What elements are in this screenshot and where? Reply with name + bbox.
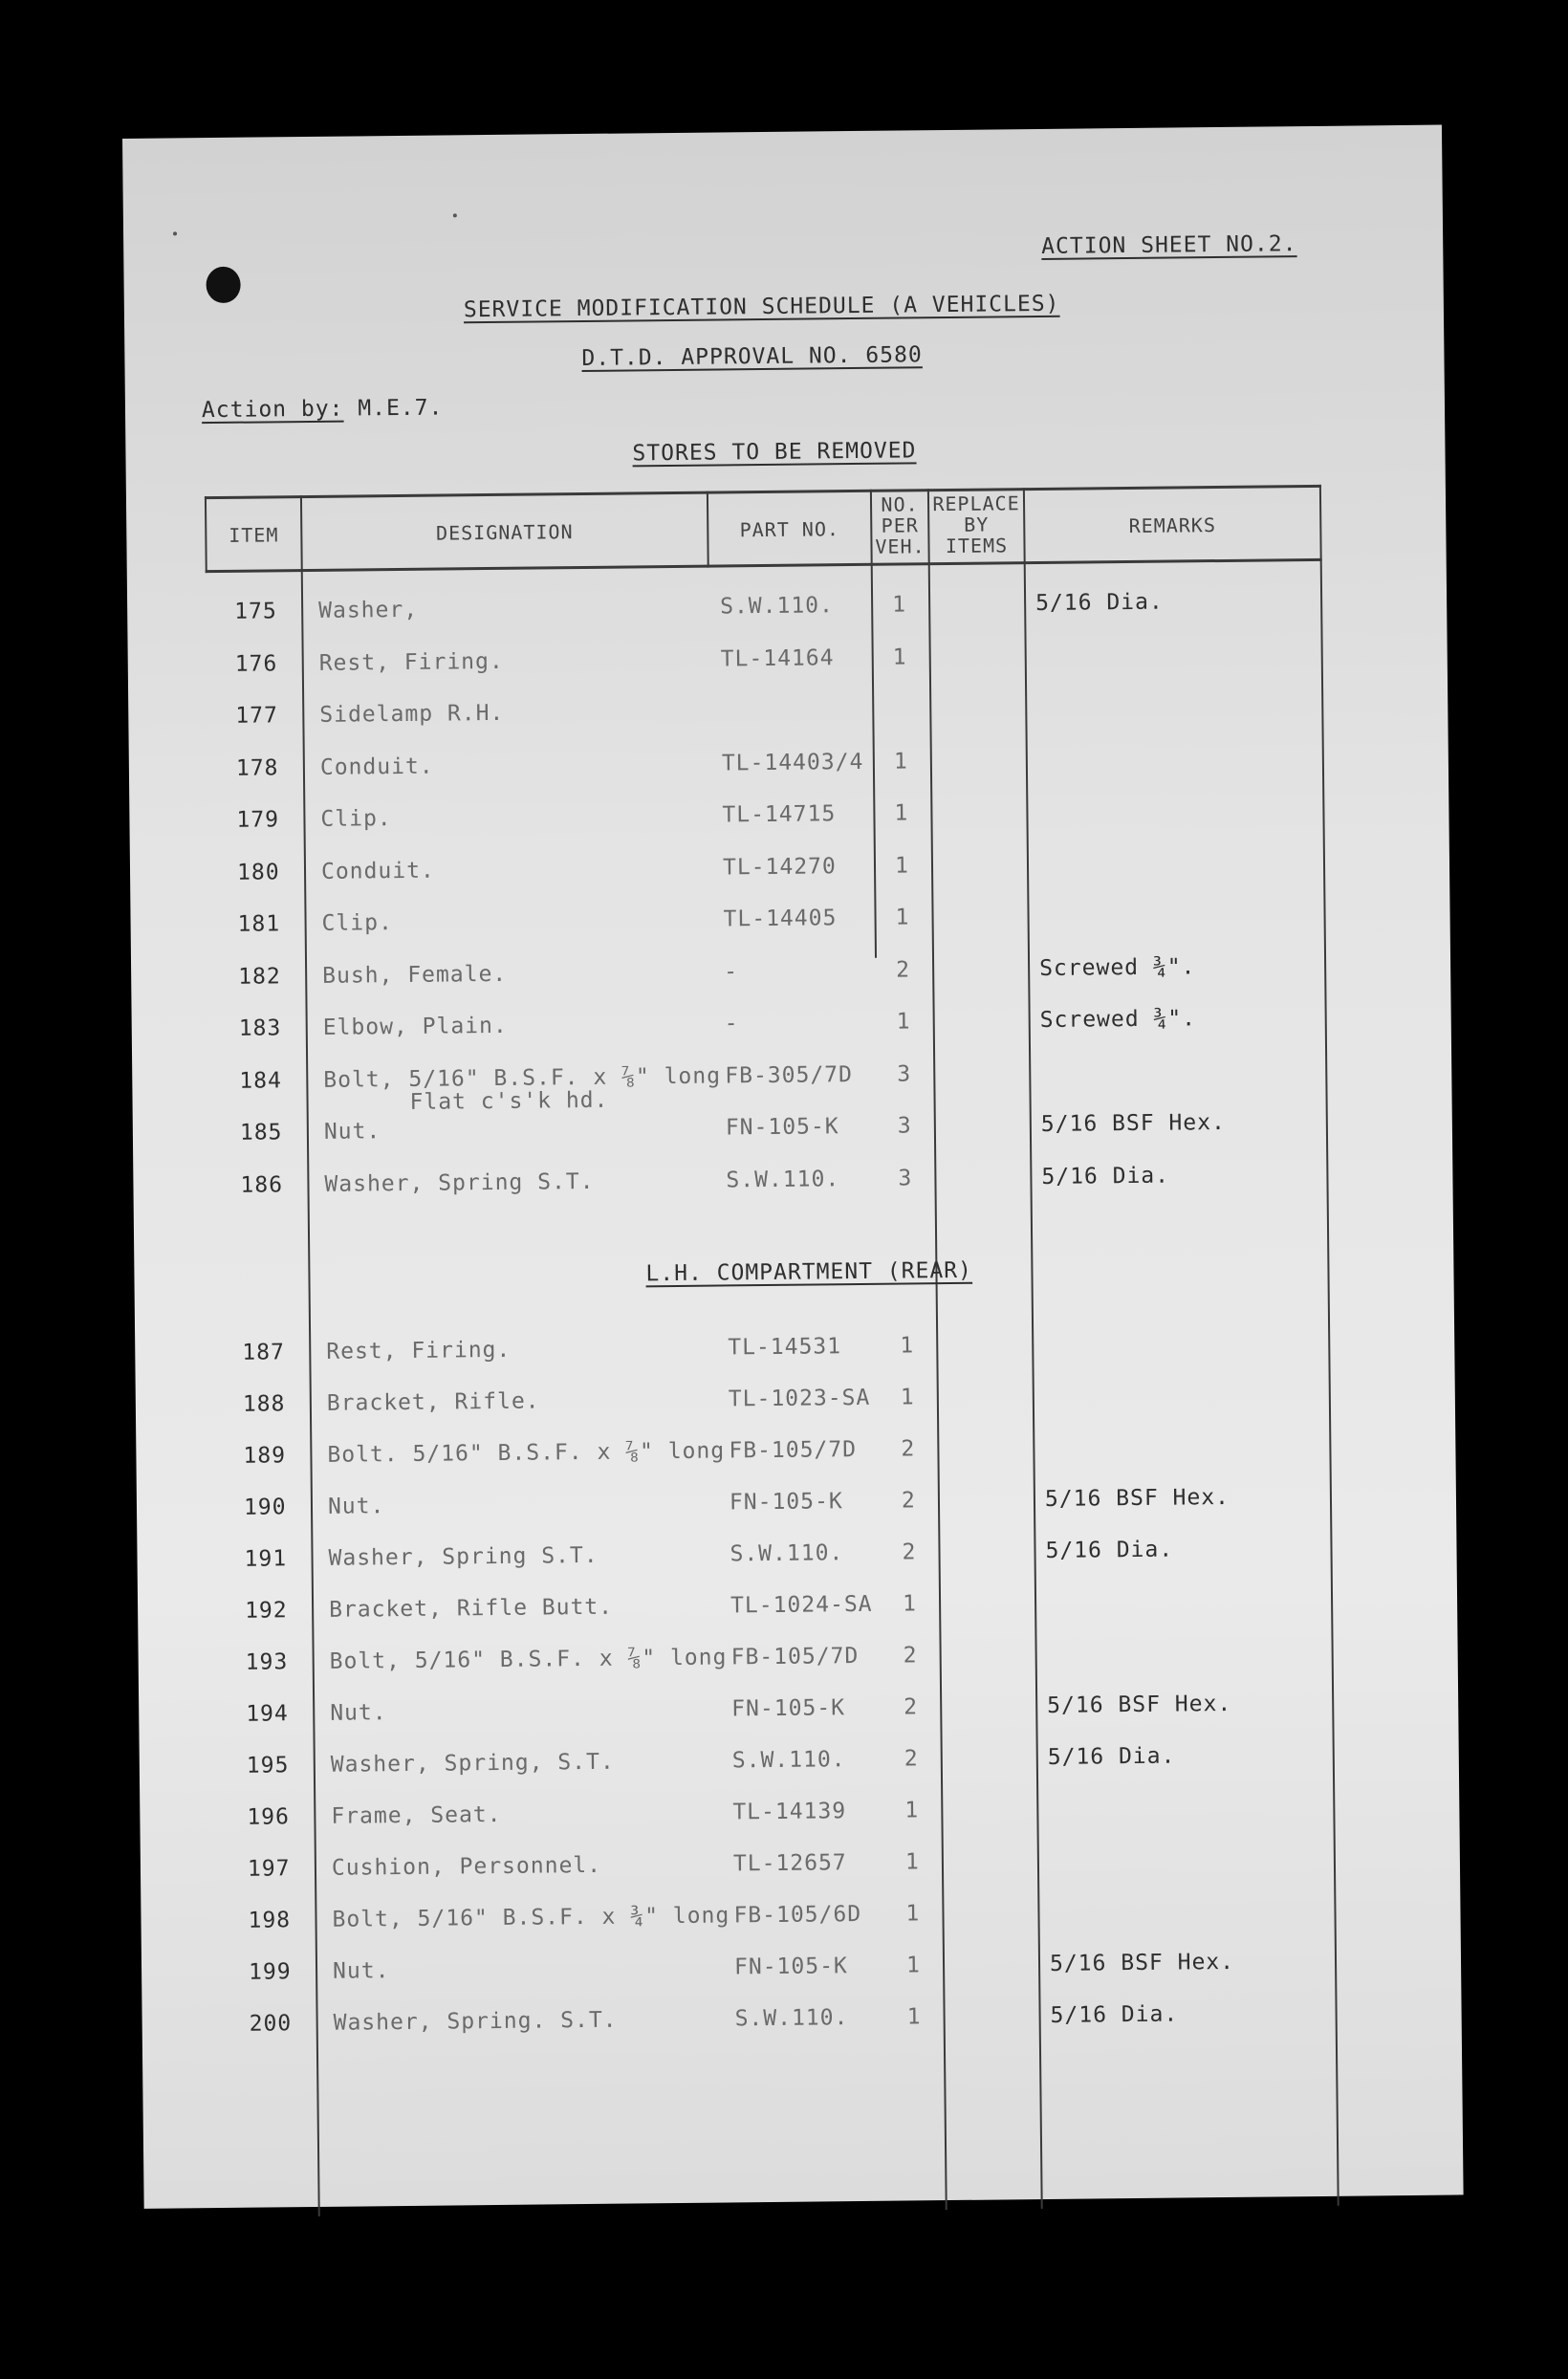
- table-header-border: [206, 558, 1322, 573]
- col-header-by-line: BY: [964, 513, 990, 536]
- row-quantity: 1: [894, 800, 909, 826]
- row-item-number: 190: [243, 1495, 287, 1520]
- col-header-per-line: PER: [881, 513, 919, 537]
- row-designation: Sidelamp R.H.: [319, 700, 505, 728]
- table-row: [138, 1585, 1457, 1637]
- row-item-number: 194: [246, 1701, 289, 1727]
- row-part-number: FB-105/7D: [729, 1437, 858, 1464]
- row-item-number: 196: [247, 1804, 291, 1830]
- table-row: [137, 1534, 1456, 1585]
- row-quantity: 1: [900, 1385, 915, 1410]
- row-remarks: Screwed ¾".: [1039, 1006, 1197, 1033]
- table-row: [139, 1637, 1458, 1689]
- row-designation: Nut.: [330, 1700, 387, 1726]
- row-designation: Washer, Spring. S.T.: [333, 2007, 618, 2036]
- action-by-label: Action by:: [201, 396, 344, 424]
- table-row: [136, 1379, 1455, 1430]
- row-quantity: 1: [892, 644, 907, 670]
- row-item-number: 180: [236, 859, 280, 885]
- document-title: SERVICE MODIFICATION SCHEDULE (A VEHICLES): [463, 291, 1060, 323]
- table-row: [140, 1792, 1459, 1844]
- col-header-item: ITEM: [229, 523, 279, 547]
- table-row: [130, 900, 1449, 951]
- table-row: [133, 1160, 1452, 1211]
- row-designation: Bush, Female.: [322, 961, 508, 989]
- row-designation: Rest, Firing.: [326, 1337, 512, 1364]
- row-designation: Bolt. 5/16" B.S.F. x ⅞" long: [327, 1438, 726, 1468]
- row-designation: Conduit.: [320, 858, 435, 884]
- row-part-number: TL-14531: [728, 1334, 842, 1361]
- row-item-number: 199: [248, 1959, 292, 1985]
- col-header-replace-by: [929, 492, 1024, 557]
- row-designation: Bolt, 5/16" B.S.F. x ⅞" long: [329, 1645, 728, 1674]
- row-part-number: S.W.110.: [734, 2005, 849, 2032]
- row-quantity: 2: [903, 1643, 918, 1669]
- row-item-number: 193: [245, 1649, 289, 1675]
- row-part-number: FB-305/7D: [725, 1061, 854, 1088]
- row-quantity: 2: [901, 1436, 916, 1462]
- row-part-number: FN-105-K: [731, 1695, 846, 1722]
- row-designation: Washer, Spring, S.T.: [330, 1749, 615, 1778]
- row-designation: Washer, Spring S.T.: [328, 1542, 599, 1571]
- approval-number: D.T.D. APPROVAL NO. 6580: [581, 342, 923, 371]
- row-quantity: 2: [904, 1746, 919, 1772]
- row-part-number: FN-105-K: [725, 1114, 839, 1141]
- row-item-number: 184: [239, 1067, 283, 1094]
- col-header-veh-line: VEH.: [875, 535, 926, 558]
- col-header-designation: DESIGNATION: [435, 520, 574, 545]
- row-remarks: 5/16 BSF Hex.: [1047, 1691, 1232, 1718]
- row-item-number: 189: [243, 1443, 287, 1469]
- row-part-number: S.W.110.: [731, 1747, 846, 1774]
- row-remarks: 5/16 Dia.: [1041, 1163, 1170, 1190]
- row-remarks: 5/16 Dia.: [1035, 589, 1164, 617]
- paper-speck: [453, 213, 457, 217]
- row-designation: Nut.: [323, 1119, 381, 1145]
- row-remarks: 5/16 Dia.: [1045, 1537, 1174, 1563]
- row-part-number: TL-14403/4: [721, 749, 864, 775]
- row-quantity: 1: [892, 592, 907, 618]
- row-designation: Bracket, Rifle Butt.: [328, 1594, 614, 1623]
- action-sheet-number: ACTION SHEET NO.2.: [1041, 231, 1297, 259]
- row-remarks: 5/16 BSF Hex.: [1040, 1109, 1226, 1137]
- row-designation: Conduit.: [319, 753, 434, 780]
- row-quantity: 1: [905, 1953, 922, 1978]
- row-item-number: 176: [234, 650, 278, 677]
- row-quantity: 2: [901, 1488, 916, 1514]
- row-item-number: 186: [240, 1171, 284, 1198]
- row-quantity: 1: [895, 905, 910, 930]
- row-designation: Bracket, Rifle.: [326, 1388, 540, 1416]
- table-row: [128, 639, 1448, 690]
- row-part-number: TL-12657: [732, 1850, 847, 1877]
- row-designation: Clip.: [320, 806, 392, 832]
- row-item-number: 198: [248, 1908, 292, 1933]
- row-quantity: 2: [896, 956, 911, 983]
- table-row: [132, 1003, 1451, 1055]
- col-header-remarks: REMARKS: [1128, 513, 1217, 537]
- col-header-items-line: ITEMS: [945, 534, 1009, 558]
- table-row: [141, 1895, 1460, 1947]
- table-row: [130, 847, 1449, 899]
- col-header-no-line: NO.: [881, 492, 919, 516]
- table-top-border: [205, 485, 1321, 499]
- row-item-number: 175: [234, 599, 277, 624]
- row-quantity: 1: [904, 1798, 920, 1823]
- row-designation: Washer, Spring S.T.: [324, 1168, 595, 1197]
- table-row: [142, 1998, 1462, 2050]
- row-item-number: 179: [236, 807, 280, 833]
- compartment-subheading: L.H. COMPARTMENT (REAR): [645, 1257, 973, 1287]
- row-item-number: 182: [238, 963, 281, 990]
- col-header-no-per-veh: [872, 493, 928, 557]
- row-part-number: FN-105-K: [729, 1489, 843, 1516]
- row-quantity: 1: [894, 852, 909, 879]
- row-designation: Rest, Firing.: [318, 648, 504, 676]
- row-quantity: 1: [905, 1901, 921, 1927]
- row-part-number: S.W.110.: [726, 1166, 840, 1192]
- row-designation: Frame, Seat.: [331, 1801, 502, 1829]
- row-designation-continued: Flat c's'k hd.: [409, 1087, 609, 1115]
- row-part-number: FN-105-K: [733, 1953, 848, 1980]
- row-designation: Nut.: [332, 1958, 390, 1984]
- row-remarks: 5/16 Dia.: [1047, 1743, 1176, 1770]
- row-item-number: 188: [242, 1391, 286, 1417]
- row-quantity: 1: [896, 1009, 911, 1035]
- row-remarks: 5/16 BSF Hex.: [1049, 1949, 1235, 1976]
- row-part-number: FB-105/6D: [733, 1902, 862, 1929]
- row-part-number: TL-14715: [722, 801, 837, 828]
- table-row: [135, 1327, 1454, 1379]
- row-item-number: 185: [239, 1120, 283, 1146]
- row-designation: Elbow, Plain.: [322, 1013, 508, 1040]
- row-item-number: 183: [238, 1015, 282, 1041]
- row-part-number: TL-14139: [732, 1799, 847, 1825]
- row-remarks: 5/16 BSF Hex.: [1044, 1484, 1230, 1512]
- row-designation: Cushion, Personnel.: [331, 1852, 602, 1881]
- table-row: [133, 1107, 1452, 1159]
- row-part-number: TL-14270: [722, 853, 837, 880]
- table-row: [140, 1740, 1459, 1792]
- table-row: [141, 1844, 1460, 1895]
- row-item-number: 178: [235, 754, 279, 781]
- row-part-number: S.W.110.: [730, 1540, 844, 1567]
- row-item-number: 191: [244, 1546, 288, 1572]
- paper-speck: [173, 231, 177, 235]
- document-sheet: [122, 125, 1464, 2209]
- table-row: [136, 1430, 1455, 1482]
- row-part-number: -: [724, 958, 739, 984]
- table-row: [129, 743, 1448, 795]
- section-title: STORES TO BE REMOVED: [632, 438, 917, 467]
- row-part-number: TL-14164: [720, 644, 835, 671]
- row-item-number: 197: [247, 1856, 291, 1882]
- row-part-number: TL-14405: [723, 906, 838, 932]
- row-quantity: 2: [902, 1539, 917, 1565]
- row-designation: Bolt, 5/16" B.S.F. x ¾" long: [332, 1903, 730, 1932]
- row-remarks: Screwed ¾".: [1039, 953, 1196, 981]
- row-quantity: 1: [904, 1849, 920, 1875]
- punch-hole: [206, 267, 240, 303]
- table-row: [131, 951, 1450, 1003]
- row-part-number: -: [724, 1011, 739, 1037]
- row-designation: Washer,: [318, 597, 419, 623]
- table-row: [142, 1947, 1461, 1998]
- col-header-replace-line: REPLACE: [932, 491, 1020, 516]
- row-part-number: S.W.110.: [720, 593, 835, 620]
- action-by-value: M.E.7.: [358, 395, 444, 422]
- row-quantity: 3: [897, 1060, 912, 1087]
- row-part-number: TL-1023-SA: [728, 1385, 871, 1412]
- table-row: [128, 691, 1448, 743]
- row-quantity: 2: [904, 1694, 919, 1720]
- row-remarks: 5/16 Dia.: [1050, 2001, 1179, 2028]
- row-designation: Clip.: [321, 910, 393, 936]
- row-part-number: TL-1024-SA: [730, 1591, 873, 1619]
- row-item-number: 195: [246, 1753, 290, 1779]
- table-row: [137, 1482, 1456, 1534]
- row-quantity: 3: [898, 1165, 913, 1191]
- row-item-number: 192: [244, 1598, 288, 1624]
- col-header-part-no: PART NO.: [739, 517, 840, 542]
- row-item-number: 200: [249, 2011, 293, 2037]
- row-designation: Bolt, 5/16" B.S.F. x ⅞" long: [323, 1062, 722, 1093]
- row-quantity: 1: [902, 1591, 918, 1617]
- row-item-number: 187: [242, 1340, 285, 1365]
- row-part-number: FB-105/7D: [730, 1644, 860, 1670]
- row-item-number: 177: [235, 703, 279, 729]
- table-row: [129, 796, 1448, 847]
- table-row: [127, 587, 1447, 639]
- table-row: [139, 1689, 1458, 1740]
- row-item-number: 181: [237, 911, 281, 937]
- row-quantity: 1: [893, 748, 908, 775]
- row-quantity: 1: [900, 1333, 915, 1359]
- table-row: [132, 1056, 1451, 1115]
- row-quantity: 3: [897, 1113, 912, 1139]
- action-by: [202, 396, 444, 424]
- row-quantity: 1: [906, 2004, 922, 2030]
- row-designation: Nut.: [327, 1494, 385, 1519]
